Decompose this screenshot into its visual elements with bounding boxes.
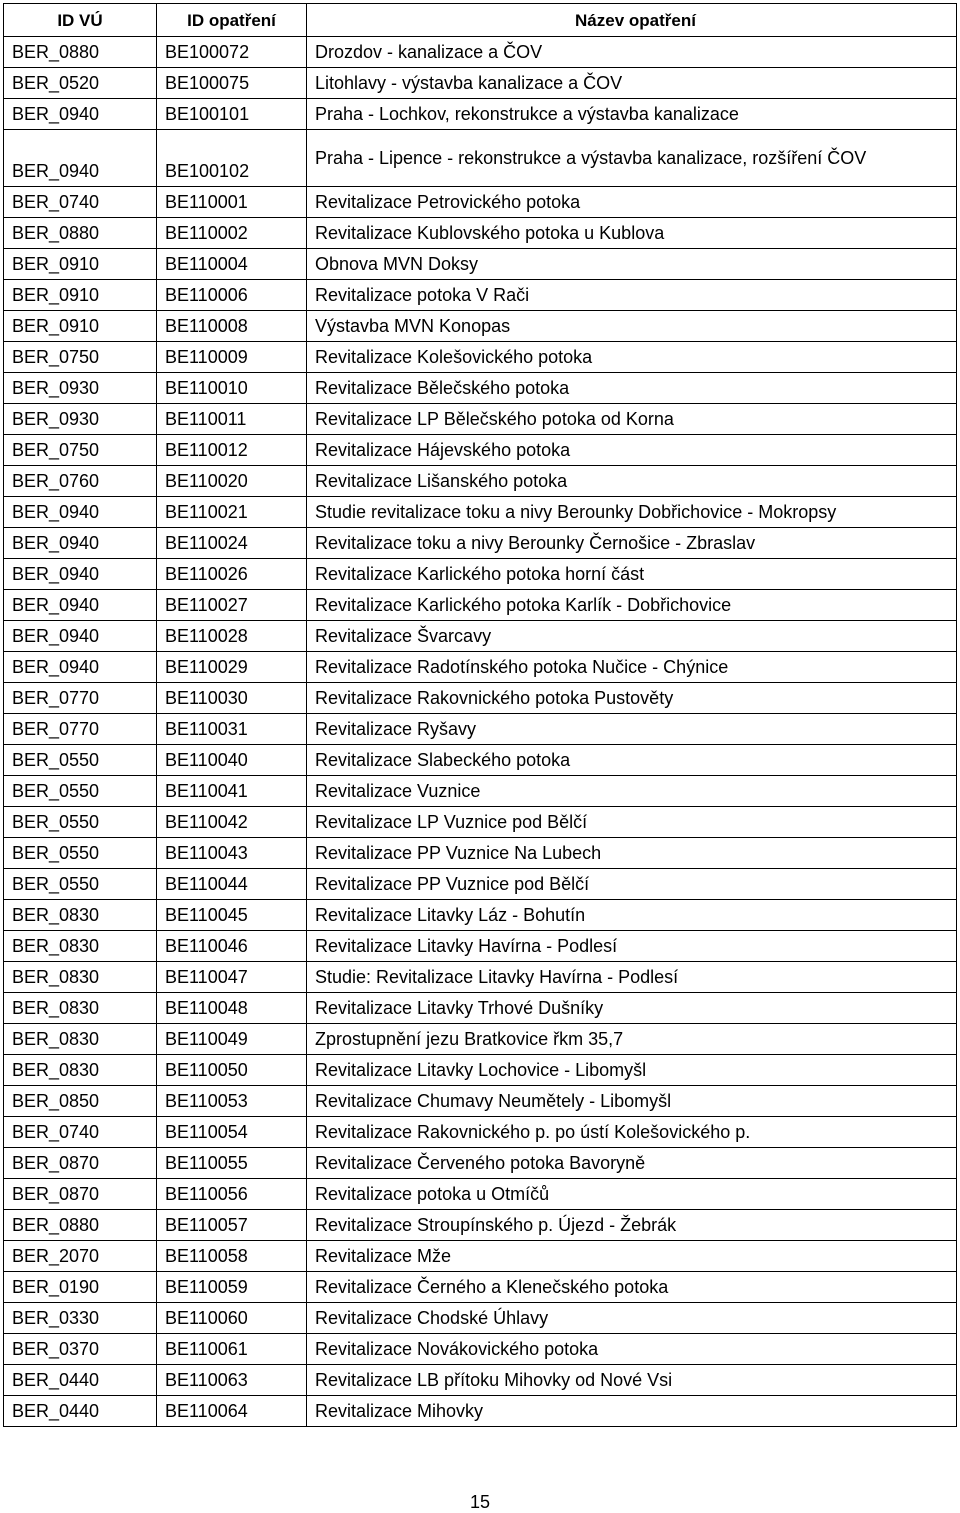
table-row [4, 280, 957, 311]
cell-nazev-opatreni: Revitalizace Mže [307, 1241, 957, 1272]
table-row [4, 1303, 957, 1334]
cell-nazev-opatreni: Drozdov - kanalizace a ČOV [307, 37, 957, 68]
table-row [4, 1334, 957, 1365]
cell-id-vu: BER_0550 [4, 807, 157, 838]
cell-id-opatreni: BE110008 [157, 311, 307, 342]
cell-id-opatreni: BE100101 [157, 99, 307, 130]
cell-nazev-opatreni: Revitalizace PP Vuznice pod Bělčí [307, 869, 957, 900]
table-row [4, 590, 957, 621]
cell-nazev-opatreni: Obnova MVN Doksy [307, 249, 957, 280]
cell-id-vu: BER_0940 [4, 652, 157, 683]
cell-id-vu: BER_0910 [4, 280, 157, 311]
cell-id-opatreni: BE110002 [157, 218, 307, 249]
measures-table [3, 3, 957, 1427]
cell-nazev-opatreni: Litohlavy - výstavba kanalizace a ČOV [307, 68, 957, 99]
cell-nazev-opatreni: Praha - Lipence - rekonstrukce a výstavba kanalizace, rozšíření ČOV [307, 130, 957, 187]
cell-nazev-opatreni: Revitalizace Karlického potoka Karlík - Dobřichovice [307, 590, 957, 621]
cell-nazev-opatreni: Revitalizace Karlického potoka horní část [307, 559, 957, 590]
cell-id-vu: BER_0740 [4, 187, 157, 218]
cell-id-vu: BER_0850 [4, 1086, 157, 1117]
cell-nazev-opatreni: Revitalizace Bělečského potoka [307, 373, 957, 404]
cell-nazev-opatreni: Revitalizace Hájevského potoka [307, 435, 957, 466]
table-row [4, 745, 957, 776]
table-body [4, 37, 957, 1427]
cell-nazev-opatreni: Revitalizace Chumavy Neumětely - Libomyšl [307, 1086, 957, 1117]
cell-id-opatreni: BE110064 [157, 1396, 307, 1427]
cell-nazev-opatreni: Revitalizace Kolešovického potoka [307, 342, 957, 373]
cell-id-vu: BER_0830 [4, 1055, 157, 1086]
table-row [4, 528, 957, 559]
cell-id-opatreni: BE110047 [157, 962, 307, 993]
table-row [4, 1117, 957, 1148]
cell-id-opatreni: BE110050 [157, 1055, 307, 1086]
cell-id-opatreni: BE100075 [157, 68, 307, 99]
cell-id-vu: BER_0940 [4, 621, 157, 652]
cell-id-vu: BER_0770 [4, 714, 157, 745]
table-row [4, 900, 957, 931]
cell-id-opatreni: BE110026 [157, 559, 307, 590]
cell-id-vu: BER_0330 [4, 1303, 157, 1334]
cell-id-vu: BER_0910 [4, 311, 157, 342]
table-row [4, 1210, 957, 1241]
cell-id-vu: BER_0830 [4, 1024, 157, 1055]
cell-id-vu: BER_0550 [4, 745, 157, 776]
table-row [4, 776, 957, 807]
cell-nazev-opatreni: Revitalizace toku a nivy Berounky Černošice - Zbraslav [307, 528, 957, 559]
cell-id-opatreni: BE110030 [157, 683, 307, 714]
cell-nazev-opatreni: Praha - Lochkov, rekonstrukce a výstavba kanalizace [307, 99, 957, 130]
cell-id-vu: BER_0440 [4, 1396, 157, 1427]
cell-nazev-opatreni: Revitalizace potoka u Otmíčů [307, 1179, 957, 1210]
cell-id-opatreni: BE110056 [157, 1179, 307, 1210]
cell-id-opatreni: BE110027 [157, 590, 307, 621]
cell-id-vu: BER_0930 [4, 404, 157, 435]
cell-nazev-opatreni: Studie: Revitalizace Litavky Havírna - Podlesí [307, 962, 957, 993]
table-row [4, 1055, 957, 1086]
table-row [4, 218, 957, 249]
table-row [4, 373, 957, 404]
cell-nazev-opatreni: Revitalizace Červeného potoka Bavoryně [307, 1148, 957, 1179]
table-row [4, 1179, 957, 1210]
cell-id-vu: BER_0190 [4, 1272, 157, 1303]
cell-id-opatreni: BE110046 [157, 931, 307, 962]
cell-nazev-opatreni: Revitalizace Kublovského potoka u Kublova [307, 218, 957, 249]
table-row [4, 807, 957, 838]
cell-nazev-opatreni: Revitalizace Černého a Klenečského potoka [307, 1272, 957, 1303]
cell-id-opatreni: BE110044 [157, 869, 307, 900]
header-nazev-opatreni: Název opatření [307, 4, 957, 37]
cell-id-vu: BER_0830 [4, 962, 157, 993]
cell-nazev-opatreni: Studie revitalizace toku a nivy Berounky Dobřichovice - Mokropsy [307, 497, 957, 528]
cell-id-opatreni: BE110021 [157, 497, 307, 528]
table-row [4, 187, 957, 218]
table-row [4, 838, 957, 869]
cell-id-vu: BER_0830 [4, 993, 157, 1024]
cell-id-vu: BER_0940 [4, 497, 157, 528]
cell-id-opatreni: BE110001 [157, 187, 307, 218]
table-row [4, 993, 957, 1024]
cell-id-vu: BER_0830 [4, 900, 157, 931]
cell-id-opatreni: BE100072 [157, 37, 307, 68]
cell-id-opatreni: BE110054 [157, 1117, 307, 1148]
cell-id-vu: BER_0930 [4, 373, 157, 404]
table-header-row [4, 4, 957, 37]
cell-id-vu: BER_0880 [4, 218, 157, 249]
cell-nazev-opatreni: Revitalizace Litavky Havírna - Podlesí [307, 931, 957, 962]
table-row [4, 1024, 957, 1055]
table-row [4, 1148, 957, 1179]
cell-id-vu: BER_0370 [4, 1334, 157, 1365]
table-row [4, 683, 957, 714]
cell-id-vu: BER_0940 [4, 559, 157, 590]
cell-id-opatreni: BE110059 [157, 1272, 307, 1303]
cell-id-opatreni: BE110020 [157, 466, 307, 497]
table-row [4, 869, 957, 900]
cell-id-vu: BER_0760 [4, 466, 157, 497]
table-row [4, 962, 957, 993]
cell-nazev-opatreni: Revitalizace Stroupínského p. Újezd - Žebrák [307, 1210, 957, 1241]
cell-nazev-opatreni: Zprostupnění jezu Bratkovice řkm 35,7 [307, 1024, 957, 1055]
cell-id-opatreni: BE110011 [157, 404, 307, 435]
table-row [4, 249, 957, 280]
table-row [4, 1272, 957, 1303]
cell-id-opatreni: BE110045 [157, 900, 307, 931]
cell-nazev-opatreni: Revitalizace Ryšavy [307, 714, 957, 745]
cell-id-opatreni: BE110043 [157, 838, 307, 869]
cell-id-opatreni: BE110012 [157, 435, 307, 466]
cell-nazev-opatreni: Revitalizace potoka V Rači [307, 280, 957, 311]
table-row [4, 311, 957, 342]
table-row [4, 714, 957, 745]
table-row [4, 621, 957, 652]
cell-id-opatreni: BE110040 [157, 745, 307, 776]
cell-nazev-opatreni: Revitalizace Mihovky [307, 1396, 957, 1427]
cell-id-vu: BER_0870 [4, 1179, 157, 1210]
cell-id-vu: BER_0440 [4, 1365, 157, 1396]
table-row [4, 1396, 957, 1427]
cell-nazev-opatreni: Revitalizace Radotínského potoka Nučice - Chýnice [307, 652, 957, 683]
table-row [4, 435, 957, 466]
table-row [4, 68, 957, 99]
cell-id-vu: BER_0830 [4, 931, 157, 962]
cell-id-opatreni: BE110060 [157, 1303, 307, 1334]
cell-id-opatreni: BE110004 [157, 249, 307, 280]
header-id-vu: ID VÚ [4, 4, 157, 37]
cell-nazev-opatreni: Revitalizace Litavky Trhové Dušníky [307, 993, 957, 1024]
cell-id-vu: BER_0870 [4, 1148, 157, 1179]
cell-nazev-opatreni: Revitalizace Novákovického potoka [307, 1334, 957, 1365]
cell-id-opatreni: BE110048 [157, 993, 307, 1024]
table-row [4, 652, 957, 683]
cell-id-opatreni: BE110041 [157, 776, 307, 807]
cell-id-vu: BER_0940 [4, 528, 157, 559]
cell-id-vu: BER_0520 [4, 68, 157, 99]
table-row [4, 931, 957, 962]
table-row [4, 404, 957, 435]
cell-id-vu: BER_2070 [4, 1241, 157, 1272]
cell-nazev-opatreni: Revitalizace Rakovnického p. po ústí Kolešovického p. [307, 1117, 957, 1148]
cell-nazev-opatreni: Revitalizace Litavky Láz - Bohutín [307, 900, 957, 931]
cell-id-vu: BER_0880 [4, 37, 157, 68]
cell-id-vu: BER_0750 [4, 342, 157, 373]
table-row [4, 37, 957, 68]
table-row [4, 342, 957, 373]
cell-id-opatreni: BE110028 [157, 621, 307, 652]
table-row [4, 466, 957, 497]
cell-id-opatreni: BE110058 [157, 1241, 307, 1272]
cell-id-vu: BER_0940 [4, 99, 157, 130]
page-number: 15 [469, 1492, 491, 1512]
cell-id-opatreni: BE100102 [157, 130, 307, 187]
cell-id-opatreni: BE110006 [157, 280, 307, 311]
cell-id-opatreni: BE110009 [157, 342, 307, 373]
cell-id-vu: BER_0550 [4, 776, 157, 807]
cell-nazev-opatreni: Revitalizace Chodské Úhlavy [307, 1303, 957, 1334]
cell-nazev-opatreni: Revitalizace Slabeckého potoka [307, 745, 957, 776]
cell-nazev-opatreni: Revitalizace LP Bělečského potoka od Korna [307, 404, 957, 435]
table-row [4, 130, 957, 187]
cell-id-vu: BER_0550 [4, 869, 157, 900]
cell-id-opatreni: BE110055 [157, 1148, 307, 1179]
cell-id-vu: BER_0910 [4, 249, 157, 280]
cell-nazev-opatreni: Revitalizace Vuznice [307, 776, 957, 807]
table-row [4, 1241, 957, 1272]
cell-nazev-opatreni: Revitalizace Švarcavy [307, 621, 957, 652]
cell-nazev-opatreni: Revitalizace PP Vuznice Na Lubech [307, 838, 957, 869]
cell-nazev-opatreni: Revitalizace Rakovnického potoka Pustověty [307, 683, 957, 714]
cell-id-opatreni: BE110061 [157, 1334, 307, 1365]
cell-nazev-opatreni: Revitalizace Petrovického potoka [307, 187, 957, 218]
cell-id-vu: BER_0940 [4, 590, 157, 621]
table-row [4, 559, 957, 590]
table-row [4, 497, 957, 528]
cell-id-opatreni: BE110042 [157, 807, 307, 838]
cell-id-opatreni: BE110031 [157, 714, 307, 745]
cell-id-vu: BER_0770 [4, 683, 157, 714]
cell-id-opatreni: BE110063 [157, 1365, 307, 1396]
cell-id-opatreni: BE110024 [157, 528, 307, 559]
cell-id-vu: BER_0740 [4, 1117, 157, 1148]
cell-id-vu: BER_0880 [4, 1210, 157, 1241]
cell-nazev-opatreni: Revitalizace Litavky Lochovice - Libomyšl [307, 1055, 957, 1086]
cell-id-vu: BER_0750 [4, 435, 157, 466]
cell-nazev-opatreni: Revitalizace Lišanského potoka [307, 466, 957, 497]
table-row [4, 1086, 957, 1117]
header-id-opatreni: ID opatření [157, 4, 307, 37]
cell-id-vu: BER_0550 [4, 838, 157, 869]
table-row [4, 99, 957, 130]
cell-id-opatreni: BE110010 [157, 373, 307, 404]
cell-id-opatreni: BE110029 [157, 652, 307, 683]
cell-id-opatreni: BE110049 [157, 1024, 307, 1055]
cell-id-vu: BER_0940 [4, 130, 157, 187]
cell-id-opatreni: BE110057 [157, 1210, 307, 1241]
cell-nazev-opatreni: Revitalizace LB přítoku Mihovky od Nové Vsi [307, 1365, 957, 1396]
table-row [4, 1365, 957, 1396]
cell-nazev-opatreni: Výstavba MVN Konopas [307, 311, 957, 342]
cell-nazev-opatreni: Revitalizace LP Vuznice pod Bělčí [307, 807, 957, 838]
cell-id-opatreni: BE110053 [157, 1086, 307, 1117]
